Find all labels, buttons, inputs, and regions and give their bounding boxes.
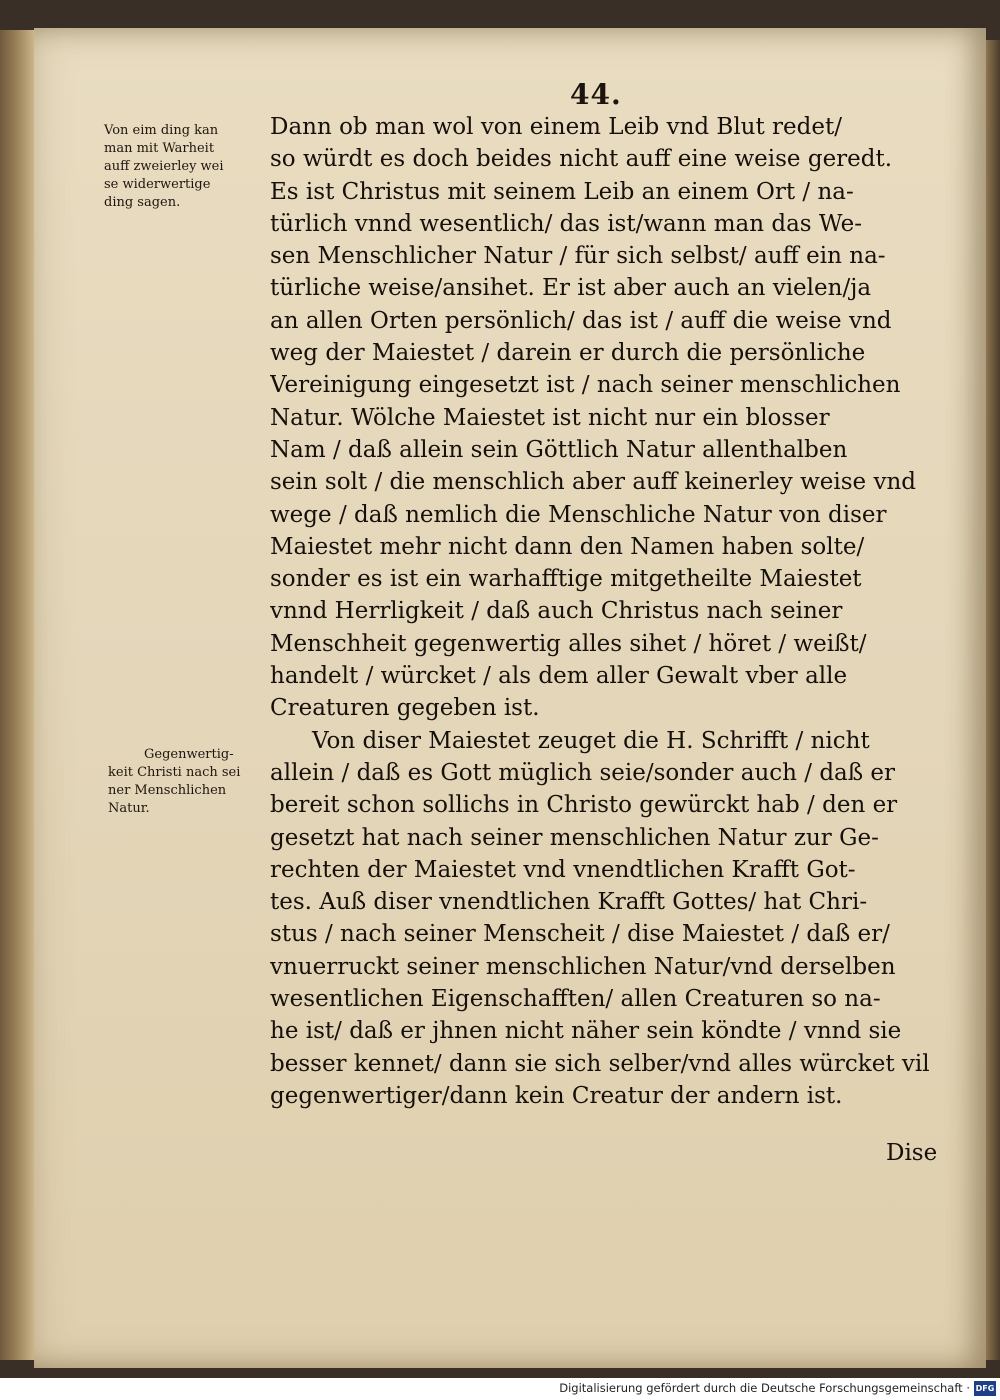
catchword: Dise <box>886 1140 938 1166</box>
margin-note-line: Gegenwertig- <box>144 747 234 762</box>
text-line: Es ist Christus mit seinem Leib an einem Ort / na- <box>270 178 854 205</box>
text-line: wege / daß nemlich die Menschliche Natur von diser <box>270 501 887 528</box>
text-line: stus / nach seiner Menscheit / dise Maiestet / daß er/ <box>270 921 890 948</box>
text-line: handelt / würcket / als dem aller Gewalt vber alle <box>270 663 848 690</box>
margin-note-line: Natur. <box>108 801 150 816</box>
text-line: Nam / daß allein sein Göttlich Natur allenthalben <box>270 436 848 463</box>
book-edge-left <box>0 30 34 1360</box>
body-text <box>270 111 960 1112</box>
text-line: weg der Maiestet / darein er durch die persönliche <box>270 340 866 367</box>
margin-note-1 <box>104 122 264 212</box>
footer-credit: Digitalisierung gefördert durch die Deutsche Forschungsgemeinschaft · <box>559 1381 970 1395</box>
text-line: sein solt / die menschlich aber auff keinerley weise vnd <box>270 469 916 496</box>
text-line: he ist/ daß er jhnen nicht näher sein köndte / vnnd sie <box>270 1018 902 1045</box>
text-line: Menschheit gegenwertig alles sihet / höret / weißt/ <box>270 630 867 657</box>
text-line: rechten der Maiestet vnd vnendtlichen Krafft Got- <box>270 856 856 883</box>
margin-note-line: ner Menschlichen <box>108 783 227 798</box>
text-line: sonder es ist ein warhafftige mitgetheilte Maiestet <box>270 566 862 593</box>
margin-note-line: keit Christi nach sei <box>108 765 241 780</box>
text-line: bereit schon sollichs in Christo gewürckt hab / den er <box>270 792 898 819</box>
text-line: Natur. Wölche Maiestet ist nicht nur ein blosser <box>270 404 830 431</box>
text-line: türliche weise/ansihet. Er ist aber auch an vielen/ja <box>270 275 872 302</box>
text-line: Maiestet mehr nicht dann den Namen haben solte/ <box>270 533 865 560</box>
text-line: Von diser Maiestet zeuget die H. Schrifft / nicht <box>312 727 870 754</box>
book-edge-right <box>986 40 1000 1360</box>
footer-bar <box>0 1378 1000 1400</box>
text-line: an allen Orten persönlich/ das ist / auff die weise vnd <box>270 307 892 334</box>
text-line: gesetzt hat nach seiner menschlichen Natur zur Ge- <box>270 824 879 851</box>
text-line: Dann ob man wol von einem Leib vnd Blut redet/ <box>270 114 842 140</box>
text-line: wesentlichen Eigenschafften/ allen Creaturen so na- <box>270 986 881 1013</box>
text-line: Vereinigung eingesetzt ist / nach seiner menschlichen <box>270 372 901 399</box>
text-line: gegenwertiger/dann kein Creatur der andern ist. <box>270 1082 843 1109</box>
margin-note-line: ding sagen. <box>104 195 181 210</box>
margin-note-line: man mit Warheit <box>104 141 215 156</box>
dfg-logo: DFG <box>974 1381 996 1396</box>
page-number: 44. <box>570 78 622 111</box>
text-line: besser kennet/ dann sie sich selber/vnd alles würcket vil <box>270 1050 930 1077</box>
text-line: türlich vnnd wesentlich/ das ist/wann man das We- <box>270 210 863 237</box>
margin-note-line: se widerwertige <box>104 177 211 192</box>
text-line: sen Menschlicher Natur / für sich selbst/ auff ein na- <box>270 243 886 270</box>
text-line: vnnd Herrligkeit / daß auch Christus nach seiner <box>270 598 843 625</box>
margin-note-line: Von eim ding kan <box>104 123 219 138</box>
text-line: vnuerruckt seiner menschlichen Natur/vnd derselben <box>270 953 896 980</box>
margin-note-line: auff zweierley wei <box>104 159 224 174</box>
margin-note-2 <box>108 746 268 818</box>
text-line: allein / daß es Gott müglich seie/sonder auch / daß er <box>270 759 896 786</box>
text-line: so würdt es doch beides nicht auff eine weise geredt. <box>270 146 893 173</box>
text-line: Creaturen gegeben ist. <box>270 695 540 722</box>
text-line: tes. Auß diser vnendtlichen Krafft Gottes/ hat Chri- <box>270 889 868 916</box>
